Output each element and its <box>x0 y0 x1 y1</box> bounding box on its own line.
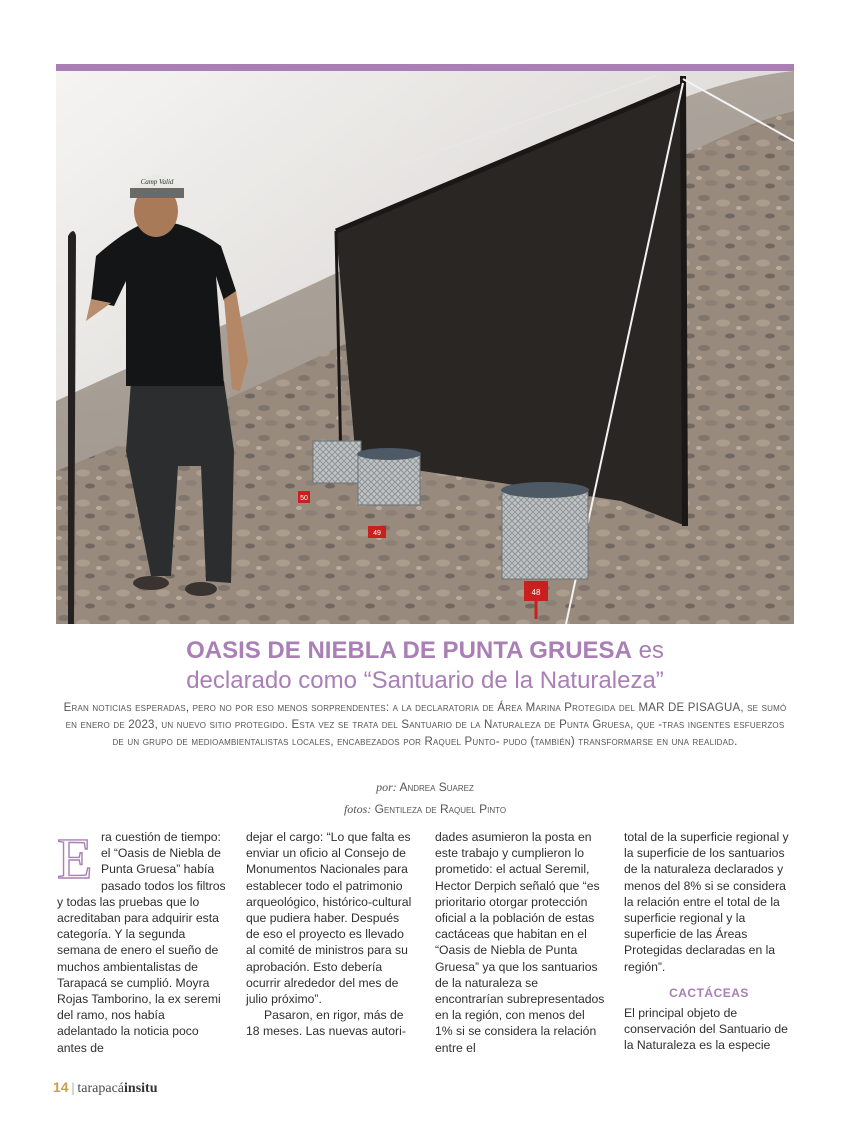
page-number: 14 <box>53 1079 69 1095</box>
brand-name-a: tarapacá <box>77 1081 125 1096</box>
photos-prefix: fotos: <box>343 802 372 816</box>
author-byline <box>56 780 794 795</box>
brand-name-b: insitu <box>124 1081 158 1096</box>
photo-credit <box>56 802 794 817</box>
svg-text:48: 48 <box>531 588 541 597</box>
body-column-3 <box>435 829 605 1056</box>
author-name: Andrea Suarez <box>399 780 474 794</box>
section-subhead: CACTÁCEAS <box>669 985 749 1000</box>
svg-text:Camp Valid: Camp Valid <box>140 178 174 186</box>
footer-separator: | <box>71 1081 75 1096</box>
body-text: dades asumieron la posta en este trabajo y cumplieron lo prometido: el actual Seremil, Hector Derpich señaló que “es prioritario otorgar protección oficial a la población de estas cactáceas que habitan en el “Oasis de Niebla de Punta Gruesa” ya que los santuarios de la naturaleza se encontrarían subrepresentados en la región, con menos del 1% si se considera la relación entre el <box>435 830 605 1055</box>
body-column-1 <box>57 826 227 1056</box>
lead-paragraph: Eran noticias esperadas, pero no por eso menos sorprendentes: a la declaratoria de Área Marina Protegida del MAR DE PISAGUA, se sumó en enero de 2023, un nuevo sitio protegido. Esta vez se trata del Santuario de la Naturaleza de Punta Gruesa, que -tras ingentes esfuerzos de un grupo de medioambientalistas locales, encabezados por Raquel Punto- pudo (también) transformarse en una realidad. <box>63 702 787 748</box>
headline-after: es <box>631 637 664 664</box>
svg-text:50: 50 <box>300 495 308 502</box>
article-headline <box>56 636 794 696</box>
headline-strong: OASIS DE NIEBLA DE PUNTA GRUESA <box>186 637 632 664</box>
body-text: dejar el cargo: “Lo que falta es enviar un oficio al Consejo de Monumentos Nacionales para establecer todo el patrimonio arqueológico, histórico-cultural que pudiera haber. Después de eso el proyecto es llevado al comité de ministros para su aprobación. Esto debería ocurrir alrededor del mes de julio próximo”. <box>246 830 412 1007</box>
hero-photo <box>56 71 794 624</box>
body-column-2 <box>246 829 416 1040</box>
svg-text:49: 49 <box>373 530 381 537</box>
body-text: El principal objeto de conservación del Santuario de la Naturaleza es la especie <box>624 1006 788 1053</box>
author-prefix: por: <box>376 780 397 794</box>
page-footer <box>53 1079 157 1097</box>
headline-line2: declarado como “Santuario de la Naturaleza” <box>186 667 664 694</box>
top-accent-rule <box>56 64 794 71</box>
plant-tag <box>368 526 386 538</box>
body-text: ra cuestión de tiempo: el “Oasis de Niebla de Punta Gruesa” había pasado todos los filtros y todas las pruebas que lo acreditaban para adquirir esta categoría. Y la segunda semana de enero el sueño de muchos ambientalistas de Tarapacá se cumplió. Moyra Rojas Tamborino, la ex seremi del ramo, nos había adelantado la noticia poco antes de <box>57 830 226 1055</box>
body-column-4 <box>624 829 794 1054</box>
body-text: Pasaron, en rigor, más de 18 meses. Las nuevas autori- <box>246 1008 406 1039</box>
drop-cap: E <box>57 826 93 891</box>
body-text: total de la superficie regional y la superficie de los santuarios de la naturaleza declarados y menos del 8% si se considera la relación entre el total de la superficie regional y la superficie de las Áreas Protegidas declaradas en la región”. <box>624 830 789 974</box>
plant-tag <box>298 491 310 503</box>
photos-credit: Gentileza de Raquel Pinto <box>374 802 507 816</box>
